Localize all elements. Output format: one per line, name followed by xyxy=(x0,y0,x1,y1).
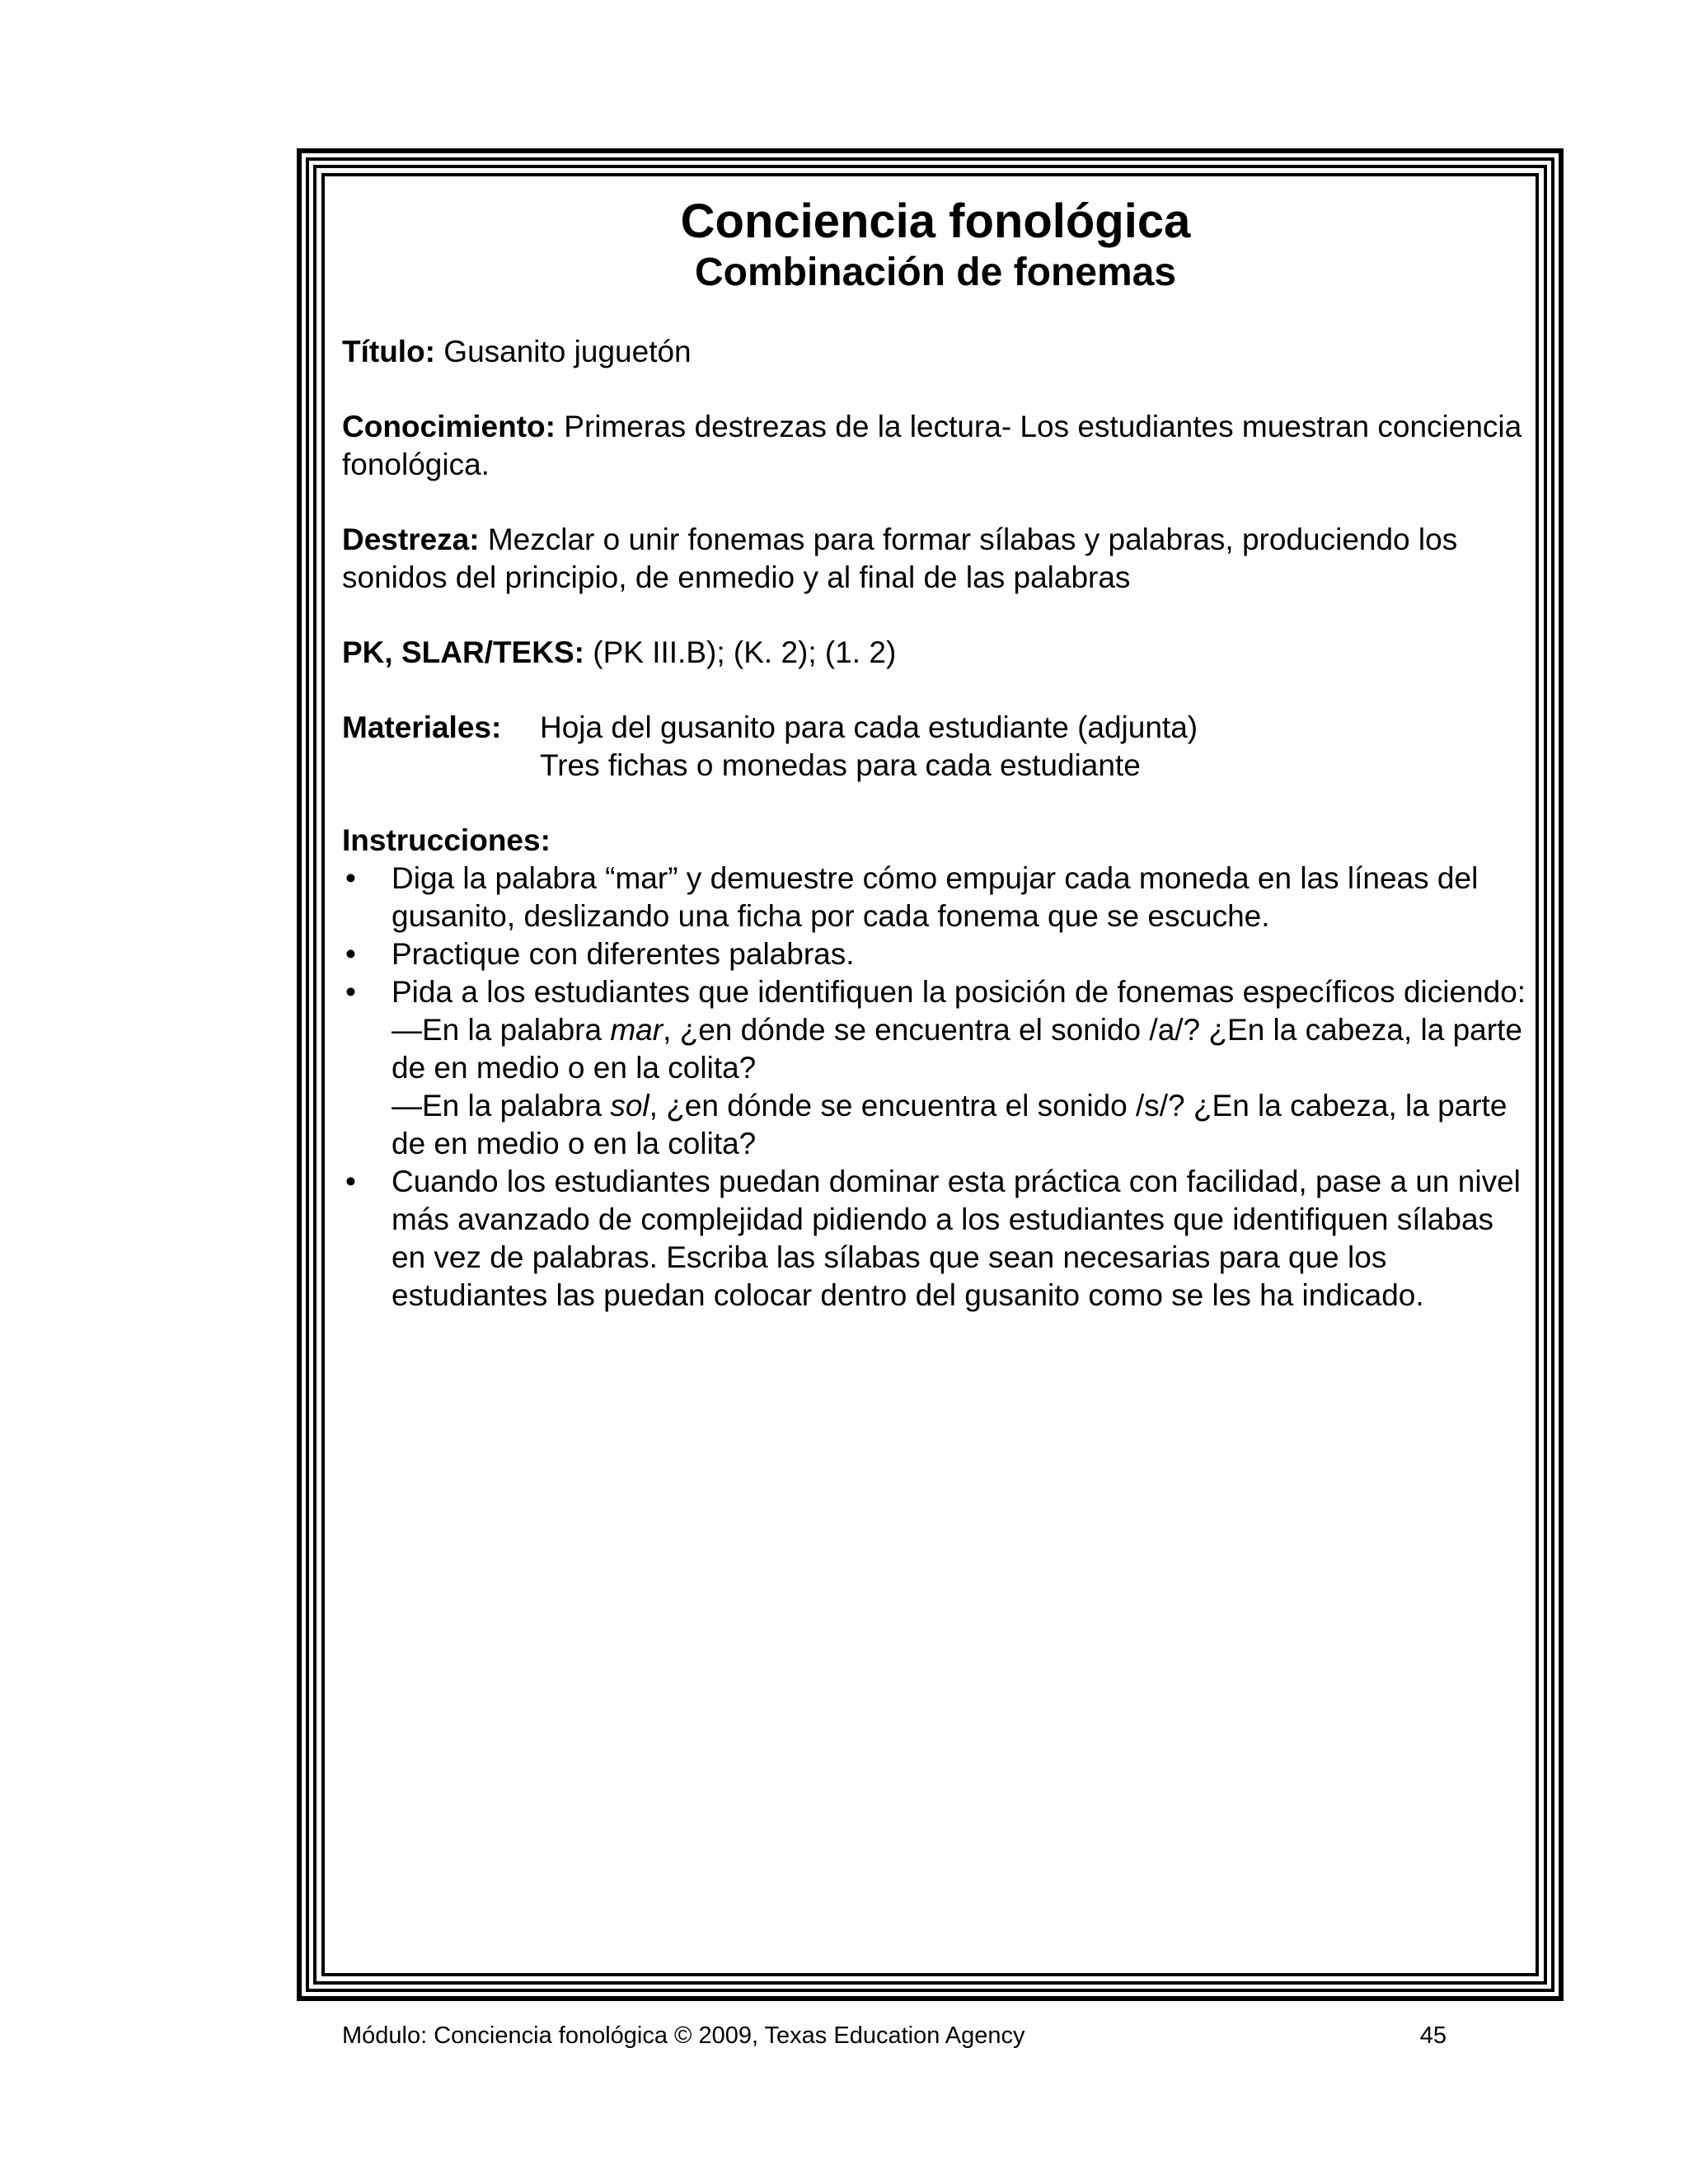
instrucciones-section xyxy=(342,822,1529,1315)
teks-section xyxy=(342,634,1529,672)
list-item-text-part: Pida a los estudiantes que identifiquen la posición de fonemas específicos diciendo: —En la palabra xyxy=(392,975,1526,1047)
list-item-text-part: , ¿en dónde se encuentra el sonido /s/? ¿En la cabeza, la parte de en medio o en la colita? xyxy=(392,1089,1507,1160)
destreza-value: Mezclar o unir fonemas para formar sílabas y palabras, produciendo los sonidos del principio, de enmedio y al final de las palabras xyxy=(342,523,1458,594)
materiales-section xyxy=(342,709,1529,785)
conocimiento-value: Primeras destrezas de la lectura- Los estudiantes muestran conciencia fonológica. xyxy=(342,410,1522,481)
materiales-label: Materiales: xyxy=(342,710,502,744)
instrucciones-list xyxy=(342,860,1529,1315)
teks-label: PK, SLAR/TEKS: xyxy=(342,635,584,669)
page-number: 45 xyxy=(1419,2022,1447,2049)
emphasis-word: mar xyxy=(610,1013,663,1047)
footer-text: Módulo: Conciencia fonológica © 2009, Texas Education Agency xyxy=(342,2022,1025,2049)
destreza-section xyxy=(342,521,1529,597)
list-item-text xyxy=(392,975,1526,1160)
list-item xyxy=(342,973,1529,1163)
bullet-icon: • xyxy=(345,861,356,895)
destreza-label: Destreza: xyxy=(342,523,480,556)
instrucciones-label: Instrucciones: xyxy=(342,823,551,857)
titulo-section xyxy=(342,333,1529,371)
bullet-icon: • xyxy=(345,1165,356,1198)
bullet-icon: • xyxy=(345,975,356,1009)
bullet-icon: • xyxy=(345,937,356,971)
titulo-value: Gusanito juguetón xyxy=(443,335,692,368)
list-item-text: Cuando los estudiantes puedan dominar esta práctica con facilidad, pase a un nivel más avanzado de complejidad pidiendo a los estudiantes que identifiquen sílabas en vez de palabras. Escriba las sílabas que sean necesarias para que los estudiantes las puedan colocar dentro del gusanito como se les ha indicado. xyxy=(392,1165,1521,1312)
list-item-text-part: , ¿en dónde se encuentra el sonido /a/? ¿En la cabeza, la parte de en medio o en la colita? xyxy=(392,1013,1522,1085)
teks-value: (PK III.B); (K. 2); (1. 2) xyxy=(593,635,897,669)
lesson-content xyxy=(342,194,1529,1315)
list-item xyxy=(342,1163,1529,1315)
materiales-row xyxy=(342,709,1529,747)
list-item xyxy=(342,935,1529,973)
titulo-label: Título: xyxy=(342,335,436,368)
conocimiento-label: Conocimiento: xyxy=(342,410,556,443)
list-item-text: Diga la palabra “mar” y demuestre cómo empujar cada moneda en las líneas del gusanito, deslizando una ficha por cada fonema que se escuche. xyxy=(392,861,1479,933)
page-footer xyxy=(342,2021,1447,2050)
page-title: Conciencia fonológica xyxy=(680,194,1191,248)
list-item xyxy=(342,860,1529,935)
conocimiento-section xyxy=(342,408,1529,484)
page-subtitle: Combinación de fonemas xyxy=(694,251,1177,294)
materiales-item: Hoja del gusanito para cada estudiante (adjunta) xyxy=(540,710,1198,744)
list-item-text: Practique con diferentes palabras. xyxy=(392,937,855,971)
list-item-text-part: —En la palabra xyxy=(392,1089,611,1122)
materiales-item: Tres fichas o monedas para cada estudiante xyxy=(540,748,1141,782)
emphasis-word: sol xyxy=(610,1089,649,1122)
